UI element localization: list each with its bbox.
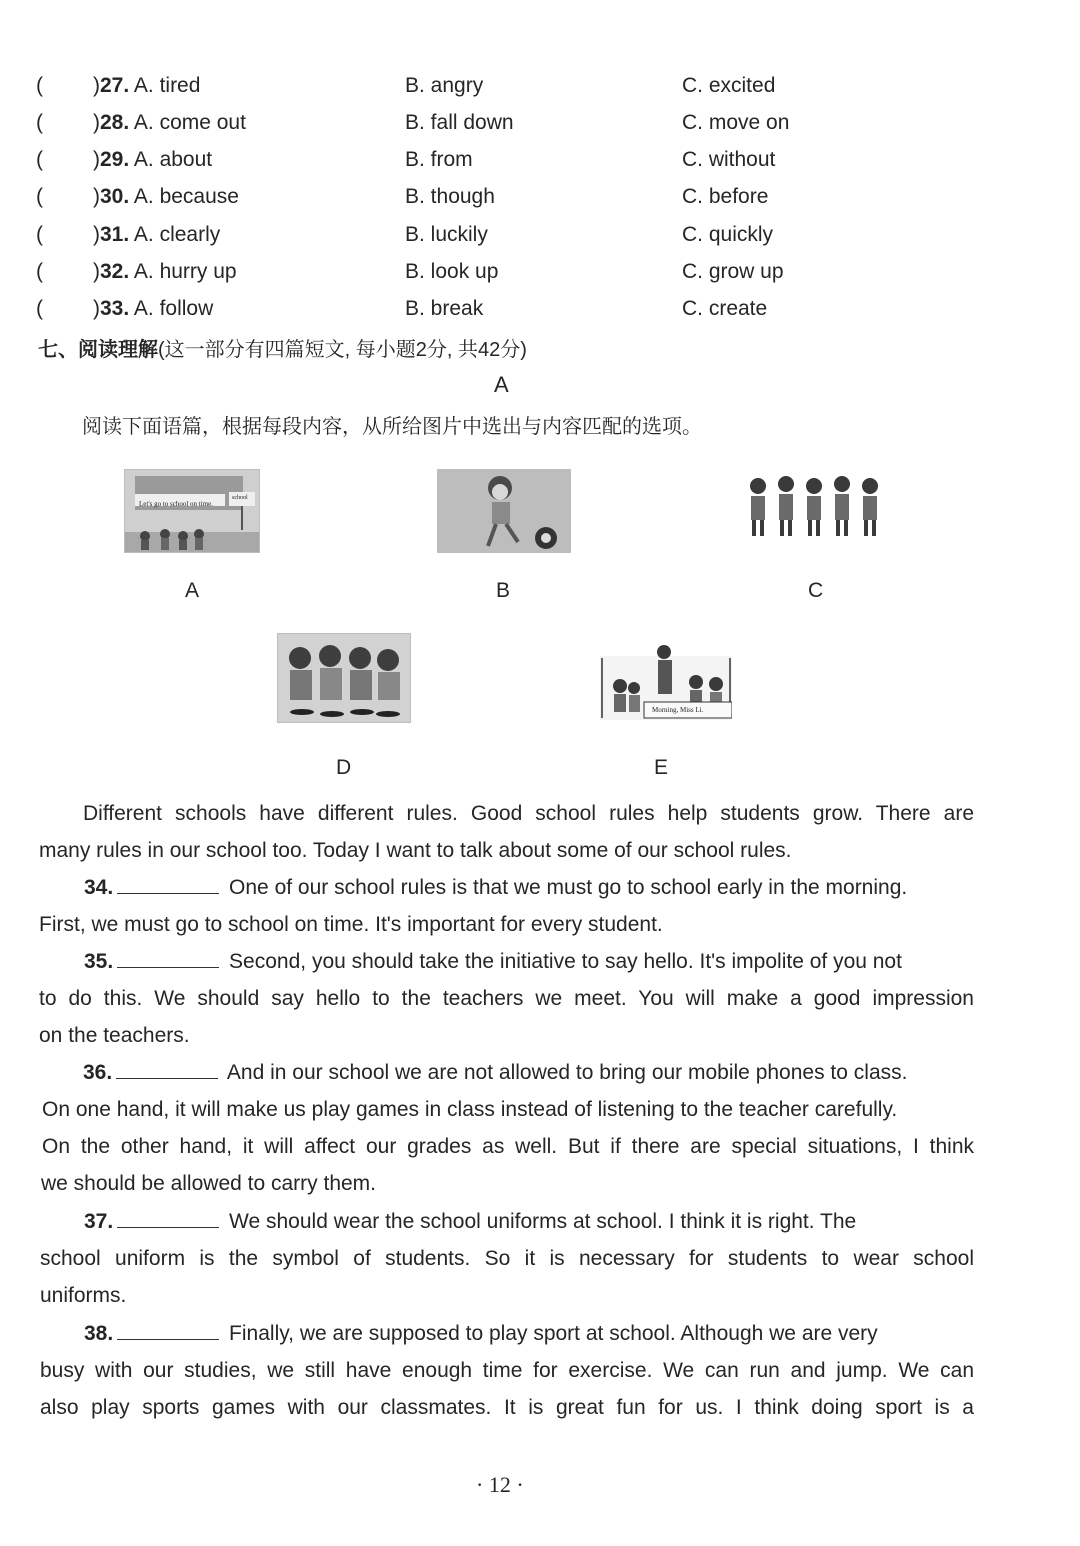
question-option-b: B. break [405,297,484,320]
answer-blank[interactable] [117,875,219,894]
question-option-c: C. create [682,297,768,320]
question-option-a: )30. A. because [93,185,239,208]
paragraph-35 [39,943,974,1054]
question-option-c: C. before [682,185,769,208]
question-option-b: B. fall down [405,111,514,134]
question-number: 35. [84,950,114,973]
school-sign-text: school [232,495,248,501]
question-option-c: C. excited [682,74,776,97]
picture-b [437,469,571,553]
question-option-c: C. grow up [682,260,784,283]
passage-line: 34. One of our school rules is that we must go to school early in the morning. [84,876,908,899]
question-row [0,296,1080,322]
question-row [0,110,1080,136]
passage-line: uniforms. [40,1284,127,1307]
passage-line: On one hand, it will make us play games in class instead of listening to the teacher carefully. [42,1098,898,1121]
question-option-b: B. luckily [405,223,488,246]
passage-line: on the teachers. [39,1024,190,1047]
question-option-b: B. look up [405,260,499,283]
question-option-c: C. move on [682,111,790,134]
answer-paren: ( [36,148,43,171]
passage-line: First, we must go to school on time. It's important for every student. [39,913,663,936]
question-option-c: C. quickly [682,223,774,246]
picture-a [124,469,260,553]
question-row [0,259,1080,285]
question-option-a: )29. A. about [93,148,213,171]
page-number: · 12 · [476,1472,524,1497]
girl-playing-football-illustration [438,470,570,552]
answer-paren: ( [36,185,43,208]
passage-line: also play sports games with our classmates. It is great fun for us. I think doing sport is a [40,1396,974,1419]
answer-blank[interactable] [116,1060,218,1079]
passage-line: we should be allowed to carry them. [41,1172,377,1195]
passage-line: busy with our studies, we still have enough time for exercise. We can run and jump. We can [40,1359,974,1382]
paragraph-36 [39,1054,974,1202]
passage-line: 38. Finally, we are supposed to play sport at school. Although we are very [84,1322,878,1345]
passage-line: On the other hand, it will affect our grades as well. But if there are special situations, I think [42,1135,974,1158]
school-gate-illustration [125,470,259,552]
passage-line: to do this. We should say hello to the teachers we meet. You will make a good impression [39,987,974,1010]
question-option-a: )33. A. follow [93,297,214,320]
answer-paren: ( [36,111,43,134]
picture-d-label: D [336,756,352,779]
part-label: A [494,372,509,397]
picture-e [600,642,732,720]
greeting-sign-text: Morning, Miss Li. [652,706,704,714]
picture-c-label: C [808,579,824,602]
passage-line: many rules in our school too. Today I want to talk about some of our school rules. [39,839,792,862]
passage-line: Different schools have different rules. Good school rules help students grow. There are [83,802,974,825]
question-row [0,73,1080,99]
instruction-text: 阅读下面语篇，根据每段内容，从所给图片中选出与内容匹配的选项。 [82,416,702,438]
question-number: 36. [83,1061,113,1084]
question-row [0,222,1080,248]
picture-d [277,633,411,723]
answer-paren: ( [36,260,43,283]
question-option-a: )32. A. hurry up [93,260,237,283]
question-number: 38. [84,1322,114,1345]
question-option-b: B. though [405,185,495,208]
question-option-b: B. from [405,148,473,171]
passage-line: 35. Second, you should take the initiative to say hello. It's impolite of you not [84,950,902,973]
answer-paren: ( [36,74,43,97]
answer-blank[interactable] [117,1209,219,1228]
section-note: (这一部分有四篇短文, 每小题2分, 共42分) [158,339,527,361]
passage-line: 36. And in our school we are not allowed to bring our mobile phones to class. [83,1061,908,1084]
section-title: 七、阅读理解(这一部分有四篇短文, 每小题2分, 共42分) [38,339,527,361]
students-in-uniform-illustration [744,472,884,542]
question-number: 37. [84,1210,114,1233]
paragraph-38 [39,1315,974,1426]
question-option-c: C. without [682,148,776,171]
question-option-a: )31. A. clearly [93,223,221,246]
answer-paren: ( [36,297,43,320]
question-row [0,147,1080,173]
paragraph-34 [39,869,974,943]
picture-a-label: A [185,579,200,602]
question-option-a: )27. A. tired [93,74,201,97]
question-number: 34. [84,876,114,899]
question-row [0,184,1080,210]
passage-intro [39,795,974,869]
question-option-b: B. angry [405,74,484,97]
answer-blank[interactable] [117,949,219,968]
sign-text: Let's go to school on time. [139,500,213,508]
children-with-phones-illustration [278,634,410,722]
picture-e-label: E [654,756,669,779]
picture-b-label: B [496,579,511,602]
picture-c [744,472,884,542]
answer-blank[interactable] [117,1321,219,1340]
answer-paren: ( [36,223,43,246]
passage-line: school uniform is the symbol of students. So it is necessary for students to wear school [40,1247,974,1270]
question-option-a: )28. A. come out [93,111,246,134]
passage-line: 37. We should wear the school uniforms at school. I think it is right. The [84,1210,857,1233]
paragraph-37 [39,1203,974,1314]
